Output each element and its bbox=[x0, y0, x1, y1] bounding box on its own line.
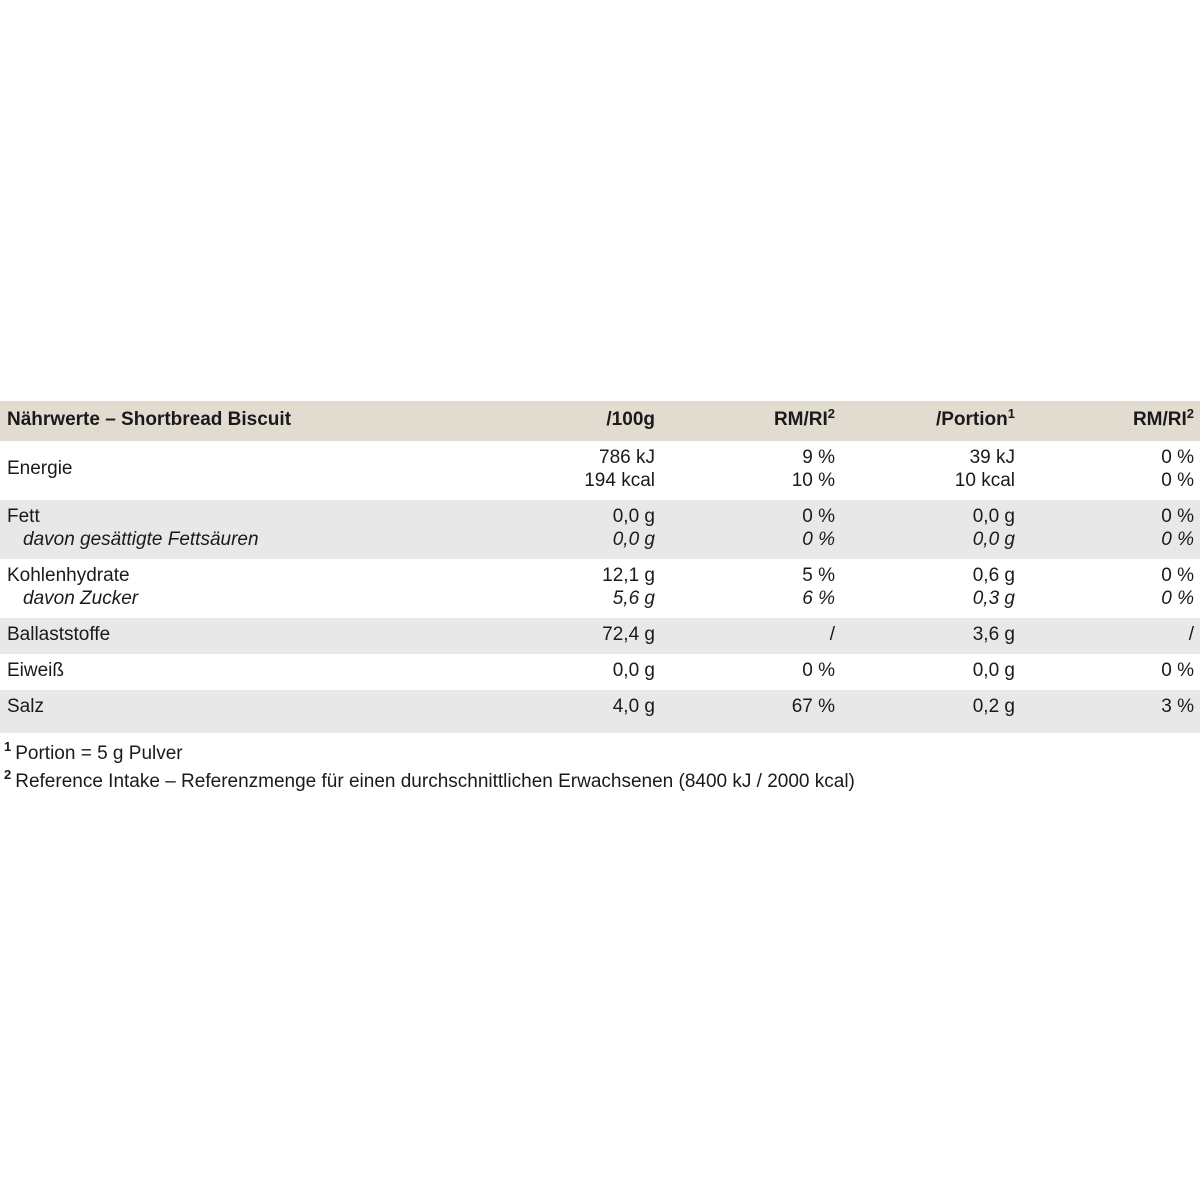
value-rm-portion: 0 % bbox=[1161, 470, 1194, 491]
row-label: Salz bbox=[7, 696, 44, 717]
row-sublabel: davon gesättigte Fettsäuren bbox=[23, 529, 259, 550]
value-rm-100g: 0 % bbox=[802, 660, 835, 681]
table-row bbox=[0, 654, 1200, 690]
row-label: Ballaststoffe bbox=[7, 624, 111, 645]
value-portion: 0,6 g bbox=[972, 565, 1015, 586]
table-header bbox=[0, 401, 1200, 441]
value-100g: 194 kcal bbox=[584, 470, 655, 491]
nutrition-table bbox=[0, 401, 1200, 733]
row-label: Energie bbox=[7, 458, 73, 479]
value-rm-100g: 10 % bbox=[791, 470, 835, 491]
table-row bbox=[0, 500, 1200, 559]
value-100g: 72,4 g bbox=[602, 624, 655, 645]
table-title: Nährwerte – Shortbread Biscuit bbox=[7, 409, 292, 430]
value-rm-portion: 3 % bbox=[1161, 696, 1194, 717]
value-rm-portion: 0 % bbox=[1161, 565, 1194, 586]
value-rm-100g: 0 % bbox=[802, 529, 835, 550]
value-portion: 0,0 g bbox=[972, 506, 1015, 527]
value-portion: 10 kcal bbox=[954, 470, 1015, 491]
footnote bbox=[4, 740, 855, 768]
value-100g: 786 kJ bbox=[599, 447, 655, 468]
value-rm-portion: 0 % bbox=[1161, 447, 1194, 468]
value-rm-100g: 0 % bbox=[802, 506, 835, 527]
value-rm-portion: 0 % bbox=[1161, 588, 1194, 609]
col-header-100g: /100g bbox=[606, 409, 655, 430]
value-portion: 39 kJ bbox=[969, 447, 1015, 468]
row-label: Eiweiß bbox=[7, 660, 65, 681]
value-rm-100g: / bbox=[829, 624, 835, 645]
value-100g: 5,6 g bbox=[612, 588, 655, 609]
value-rm-100g: 9 % bbox=[802, 447, 835, 468]
table-row bbox=[0, 441, 1200, 500]
col-header-rm-100g: $RM/RI^2$ bbox=[773, 406, 835, 430]
value-100g: 0,0 g bbox=[612, 529, 655, 550]
value-rm-portion: 0 % bbox=[1161, 529, 1194, 550]
value-100g: 4,0 g bbox=[612, 696, 655, 717]
footnotes bbox=[4, 740, 855, 796]
value-100g: 12,1 g bbox=[602, 565, 655, 586]
value-rm-100g: 67 % bbox=[791, 696, 835, 717]
footnote-marker: 1 bbox=[4, 739, 12, 754]
footnote-text: Reference Intake – Referenzmenge für einen durchschnittlichen Erwachsenen (8400 kJ / 2000 kcal) bbox=[15, 771, 855, 792]
value-portion: 3,6 g bbox=[972, 624, 1015, 645]
value-portion: 0,0 g bbox=[972, 660, 1015, 681]
row-label: Kohlenhydrate bbox=[7, 565, 130, 586]
col-header-portion: /Portion$^1$ bbox=[935, 406, 1015, 430]
value-100g: 0,0 g bbox=[612, 506, 655, 527]
table-row bbox=[0, 559, 1200, 618]
value-rm-100g: 6 % bbox=[802, 588, 835, 609]
value-100g: 0,0 g bbox=[612, 660, 655, 681]
value-portion: 0,2 g bbox=[972, 696, 1015, 717]
value-portion: 0,0 g bbox=[972, 529, 1015, 550]
value-rm-portion: 0 % bbox=[1161, 660, 1194, 681]
footnote-text: Portion = 5 g Pulver bbox=[15, 743, 183, 764]
footnote bbox=[4, 768, 855, 796]
row-sublabel: davon Zucker bbox=[23, 588, 139, 609]
col-header-rm-portion: $RM/RI^2$ bbox=[1132, 406, 1194, 430]
table-row bbox=[0, 690, 1200, 733]
value-rm-portion: 0 % bbox=[1161, 506, 1194, 527]
row-label: Fett bbox=[7, 506, 40, 527]
value-rm-portion: / bbox=[1188, 624, 1194, 645]
value-rm-100g: 5 % bbox=[802, 565, 835, 586]
value-portion: 0,3 g bbox=[972, 588, 1015, 609]
table-row bbox=[0, 618, 1200, 654]
footnote-marker: 2 bbox=[4, 767, 12, 782]
